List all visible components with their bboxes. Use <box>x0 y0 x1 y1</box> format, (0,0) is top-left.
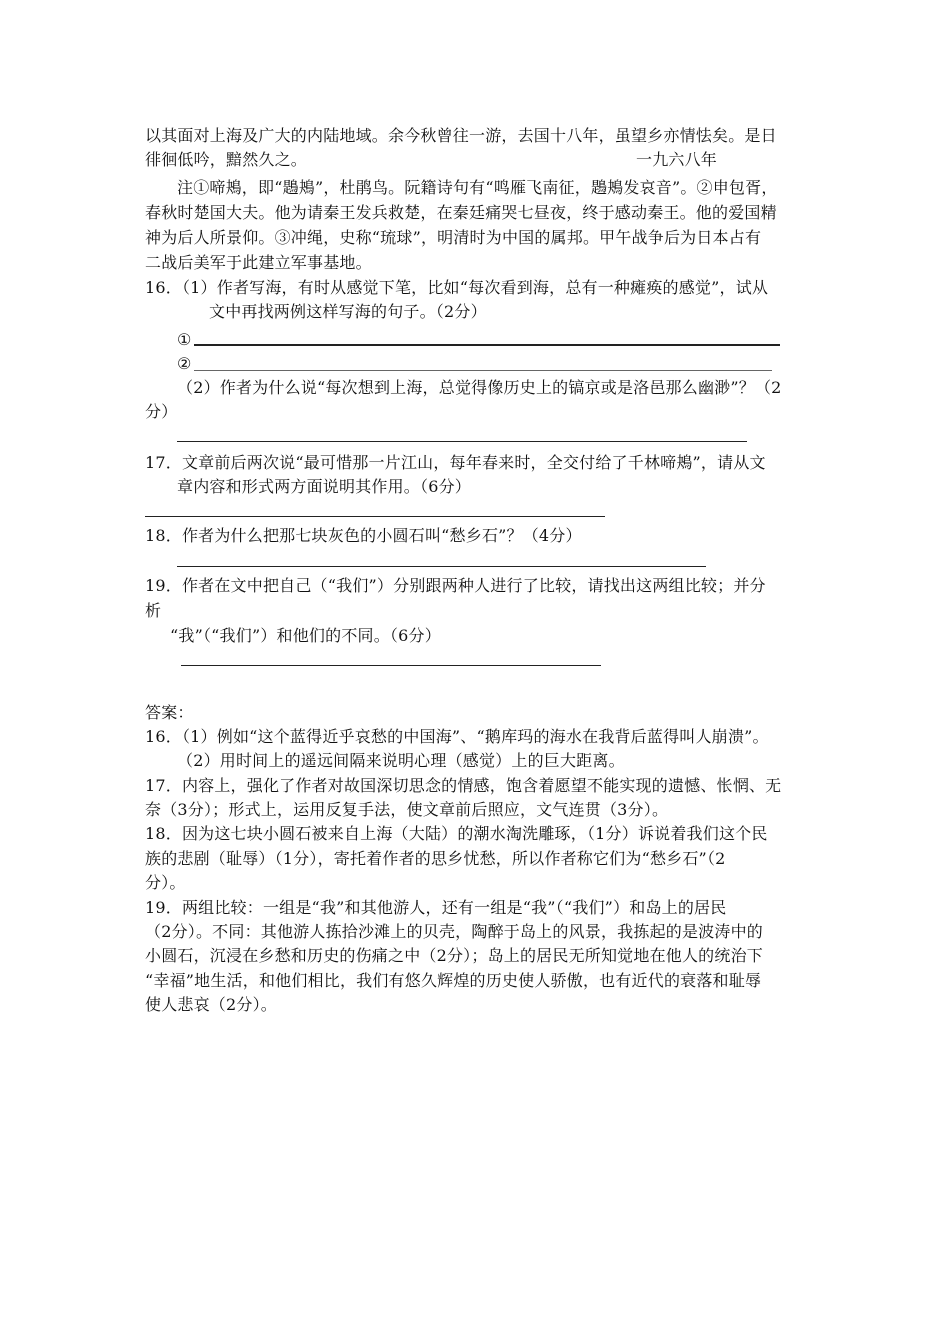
answer-19-line-5: 使人悲哀（2分）。 <box>145 995 277 1014</box>
answers-heading: 答案： <box>145 703 194 722</box>
note-line-2: 春秋时楚国大夫。他为请秦王发兵救楚，在秦廷痛哭七昼夜，终于感动秦王。他的爱国精 <box>145 203 777 222</box>
q16-line-2: 文中再找两例这样写海的句子。（2分） <box>209 302 487 321</box>
q16-2-line-1: （2）作者为什么说“每次想到上海，总觉得像历史上的镐京或是洛邑那么幽渺”？（2 <box>177 378 782 397</box>
q16-answer-line-2[interactable] <box>194 370 772 371</box>
answer-19-line-1: 19．两组比较：一组是“我”和其他游人，还有一组是“我”（“我们”）和岛上的居民 <box>145 898 727 917</box>
q17-answer-line[interactable] <box>145 516 605 517</box>
answer-18-line-2: 族的悲剧（耻辱）（1分），寄托着作者的思乡忧愁，所以作者称它们为“愁乡石”（2 <box>145 849 726 868</box>
q17-line-1: 17．文章前后两次说“最可惜那一片江山，每年春来时，全交付给了千林啼鴂”，请从文 <box>145 453 766 472</box>
answer-17-line-2: 奈（3分）；形式上，运用反复手法，使文章前后照应，文气连贯（3分）。 <box>145 800 669 819</box>
answer-17-line-1: 17．内容上，强化了作者对故国深切思念的情感，饱含着愿望不能实现的遗憾、怅惘、无 <box>145 776 782 795</box>
q19-line-3: “我”（“我们”）和他们的不同。（6分） <box>170 626 441 645</box>
answer-16-line-1: 16．（1）例如“这个蓝得近乎哀愁的中国海”、“鹅库玛的海水在我背后蓝得叫人崩溃”。 <box>145 727 769 746</box>
q16-2-line-2: 分） <box>145 402 178 421</box>
q16-2-answer-line[interactable] <box>177 441 747 442</box>
q19-answer-line[interactable] <box>181 665 601 666</box>
answer-16-line-2: （2）用时间上的遥远间隔来说明心理（感觉）上的巨大距离。 <box>177 751 625 770</box>
note-line-4: 二战后美军于此建立军事基地。 <box>145 253 372 272</box>
q19-line-2: 析 <box>145 601 162 620</box>
q19-line-1: 19．作者在文中把自己（“我们”）分别跟两种人进行了比较，请找出这两组比较；并分 <box>145 576 766 595</box>
passage-line-1: 以其面对上海及广大的内陆地域。余今秋曾往一游，去国十八年，虽望乡亦情怯矣。是日 <box>145 126 777 145</box>
answer-19-line-4: “幸福”地生活，和他们相比，我们有悠久辉煌的历史使人骄傲，也有近代的衰落和耻辱 <box>145 971 762 990</box>
q16-answer-marker-2: ② <box>177 354 192 373</box>
q16-answer-marker-1: ① <box>177 330 192 349</box>
answer-18-line-3: 分）。 <box>145 873 186 892</box>
answer-19-line-2: （2分）。不同：其他游人拣拾沙滩上的贝壳，陶醉于岛上的风景，我拣起的是波涛中的 <box>145 922 763 941</box>
q16-line-1: 16．（1）作者写海，有时从感觉下笔，比如“每次看到海，总有一种瘫痪的感觉”，试从 <box>145 278 769 297</box>
note-line-3: 神为后人所景仰。③冲绳，史称“琉球”，明清时为中国的属邦。甲午战争后为日本占有 <box>145 228 762 247</box>
passage-date: 一九六八年 <box>636 150 718 169</box>
answer-19-line-3: 小圆石，沉浸在乡愁和历史的伤痛之中（2分）；岛上的居民无所知觉地在他人的统治下 <box>145 946 763 965</box>
q18-line-1: 18．作者为什么把那七块灰色的小圆石叫“愁乡石”？（4分） <box>145 526 582 545</box>
q17-line-2: 章内容和形式两方面说明其作用。（6分） <box>177 477 471 496</box>
q18-answer-line[interactable] <box>177 566 706 567</box>
passage-line-2: 徘徊低吟，黯然久之。 <box>145 150 308 169</box>
q16-answer-line-1[interactable] <box>194 344 780 346</box>
answer-18-line-1: 18．因为这七块小圆石被来自上海（大陆）的潮水淘洗雕琢，（1分）诉说着我们这个民 <box>145 824 768 843</box>
note-line-1: 注①啼鴂，即“鶗鴂”，杜鹃鸟。阮籍诗句有“鸣雁飞南征，鶗鴂发哀音”。②申包胥， <box>177 178 778 197</box>
